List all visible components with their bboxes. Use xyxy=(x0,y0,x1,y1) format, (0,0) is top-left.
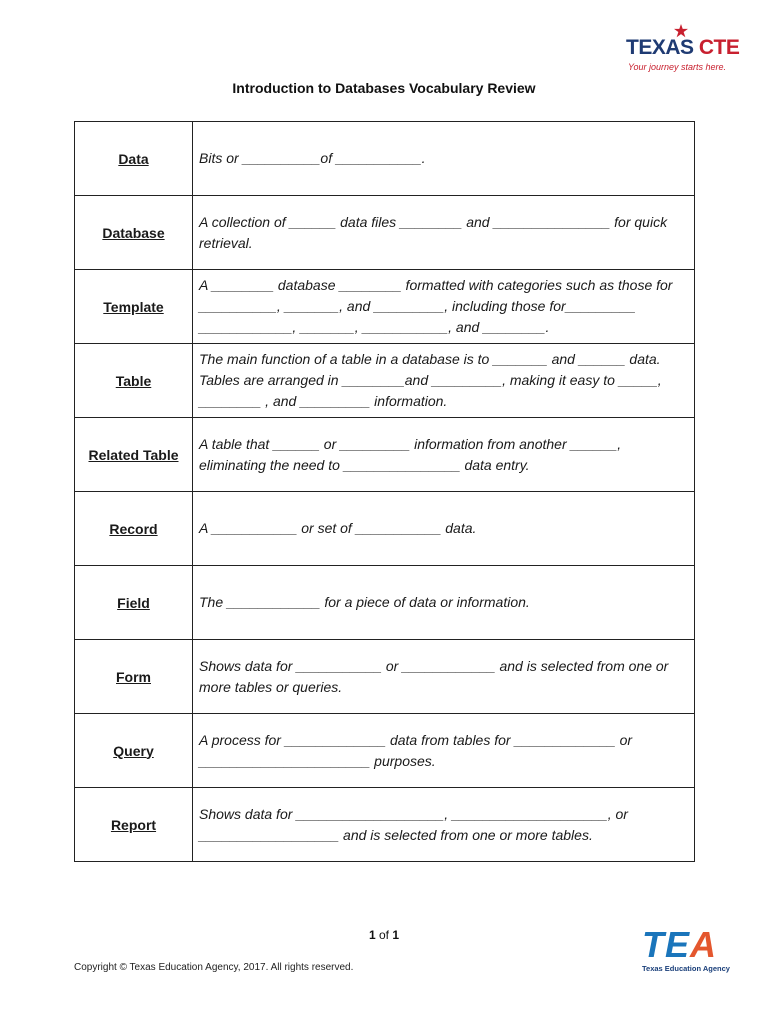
texas-cte-logo xyxy=(626,24,740,76)
tea-agency-label: Texas Education Agency xyxy=(642,964,730,973)
term-label: Related Table xyxy=(88,446,179,463)
term-cell xyxy=(75,788,193,862)
definition-cell: The ____________ for a piece of data or information. xyxy=(193,566,695,640)
term-cell xyxy=(75,640,193,714)
definition-cell: A ___________ or set of ___________ data. xyxy=(193,492,695,566)
table-row xyxy=(75,344,695,418)
definition-cell: A ________ database ________ formatted with categories such as those for __________, _______, and _________, including those for_________ ____________, _______, ___________, and ________. xyxy=(193,270,695,344)
term-label: Table xyxy=(115,372,152,389)
term-cell xyxy=(75,344,193,418)
definition-cell: A table that ______ or _________ information from another ______, eliminating the need to _______________ data entry. xyxy=(193,418,695,492)
definition-cell: A process for _____________ data from tables for _____________ or ______________________ purposes. xyxy=(193,714,695,788)
term-cell xyxy=(75,196,193,270)
table-row xyxy=(75,122,695,196)
term-label: Data xyxy=(118,150,149,167)
definition-cell: A collection of ______ data files ________ and _______________ for quick retrieval. xyxy=(193,196,695,270)
table-row xyxy=(75,788,695,862)
table-row xyxy=(75,714,695,788)
table-row xyxy=(75,640,695,714)
tea-wordmark: TEA xyxy=(642,924,718,965)
logo-wordmark: TEXAS CTE xyxy=(626,36,740,59)
table-row xyxy=(75,566,695,640)
term-cell xyxy=(75,270,193,344)
term-label: Field xyxy=(117,594,150,611)
table-row xyxy=(75,196,695,270)
definition-cell: Shows data for ___________________, ____________________, or __________________ and is selected from one or more tables. xyxy=(193,788,695,862)
definition-cell: Bits or __________of ___________. xyxy=(193,122,695,196)
definition-cell: Shows data for ___________ or ____________ and is selected from one or more tables or queries. xyxy=(193,640,695,714)
table-row xyxy=(75,270,695,344)
table-row xyxy=(75,492,695,566)
page-number: 1 of 1 xyxy=(368,928,400,942)
term-cell xyxy=(75,418,193,492)
copyright-notice: Copyright © Texas Education Agency, 2017. All rights reserved. xyxy=(74,962,354,973)
term-cell xyxy=(75,122,193,196)
term-label: Record xyxy=(109,520,158,537)
term-label: Template xyxy=(103,298,164,315)
definition-cell: The main function of a table in a database is to _______ and ______ data. Tables are arranged in ________and _________, making it easy to _____, ________ , and _________ information. xyxy=(193,344,695,418)
logo-tagline: Your journey starts here. xyxy=(628,62,727,72)
tea-logo xyxy=(640,924,734,978)
table-row xyxy=(75,418,695,492)
term-cell xyxy=(75,714,193,788)
term-label: Report xyxy=(110,816,157,833)
term-label: Query xyxy=(113,742,154,759)
vocabulary-table xyxy=(74,121,695,862)
term-label: Form xyxy=(116,668,151,685)
term-cell xyxy=(75,492,193,566)
term-cell xyxy=(75,566,193,640)
page-title: Introduction to Databases Vocabulary Review xyxy=(232,80,536,96)
term-label: Database xyxy=(102,224,165,241)
